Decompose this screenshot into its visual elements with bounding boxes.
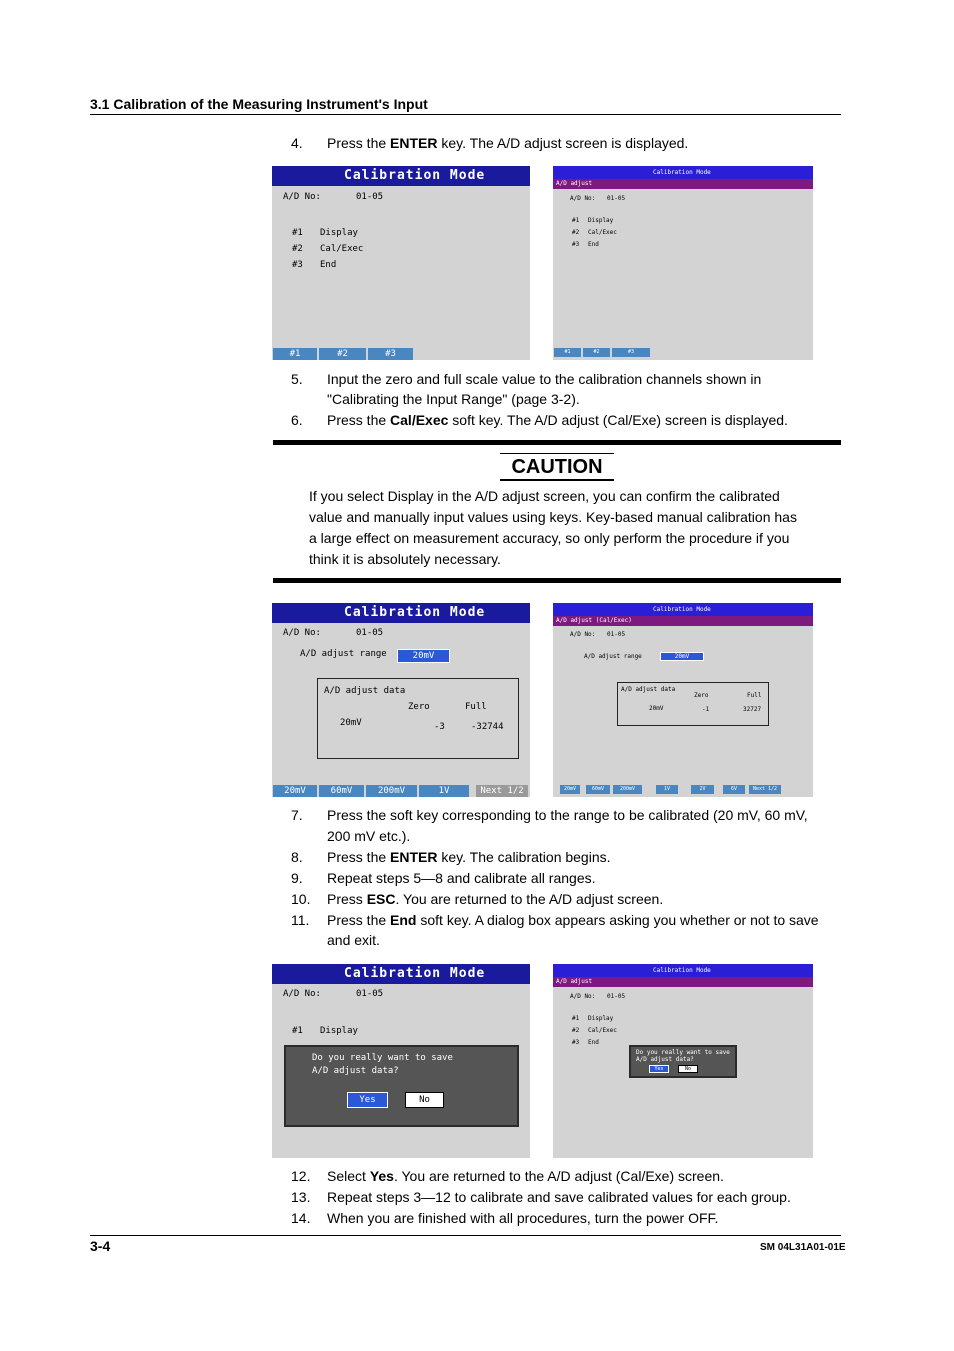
- menu-end: End: [588, 1039, 599, 1046]
- step-number: 11.: [291, 912, 310, 928]
- dialog-question-2: A/D adjust data?: [312, 1066, 399, 1076]
- ad-no-label: A/D No:: [283, 628, 321, 638]
- softkey-next: Next 1/2: [749, 785, 781, 794]
- screen-cal-exec-large: [272, 603, 530, 797]
- caution-line: think it is absolutely necessary.: [309, 551, 501, 567]
- caution-body: [309, 486, 797, 570]
- softkey-1: #1: [273, 348, 317, 360]
- caution-line: If you select Display in the A/D adjust screen, you can confirm the calibrated: [309, 488, 780, 504]
- data-title: A/D adjust data: [621, 686, 676, 693]
- header-rule: [90, 114, 841, 115]
- ad-no-value: 01-05: [607, 195, 626, 202]
- ad-no-label: A/D No:: [570, 631, 596, 638]
- caution-title: CAUTION: [500, 453, 614, 481]
- ad-no-label: A/D No:: [283, 989, 321, 999]
- ad-no-label: A/D No:: [570, 993, 596, 1000]
- menu-key: #3: [572, 241, 580, 248]
- menu-key: #1: [292, 228, 303, 238]
- full-label: Full: [465, 702, 487, 712]
- step-text: Press the End soft key. A dialog box appears asking you whether or not to save: [327, 912, 819, 928]
- zero-value: -1: [702, 706, 710, 713]
- menu-key: #2: [572, 229, 580, 236]
- step-text: Press the soft key corresponding to the range to be calibrated (20 mV, 60 mV,: [327, 807, 808, 823]
- step-text: Select Yes. You are returned to the A/D adjust (Cal/Exe) screen.: [327, 1168, 724, 1184]
- step-text: Input the zero and full scale value to the calibration channels shown in: [327, 371, 762, 387]
- caution-line: value and manually input values using keys. Key-based manual calibration has: [309, 509, 797, 525]
- zero-label: Zero: [694, 692, 709, 699]
- no-button[interactable]: No: [678, 1065, 698, 1073]
- step-text: and exit.: [327, 932, 380, 948]
- range-value: 20mV: [660, 652, 704, 661]
- screen-title: Calibration Mode: [553, 964, 813, 977]
- footer-rule: [90, 1235, 841, 1236]
- caution-line: a large effect on measurement accuracy, so only perform the procedure if you: [309, 530, 790, 546]
- screen-ad-adjust-small: [553, 166, 813, 360]
- step-number: 8.: [291, 849, 303, 865]
- menu-key: #3: [572, 1039, 580, 1046]
- softkey-60mv: 60mV: [586, 785, 610, 794]
- step-text: When you are finished with all procedures, turn the power OFF.: [327, 1210, 719, 1226]
- menu-end: End: [588, 241, 599, 248]
- softkey-20mv: 20mV: [560, 785, 580, 794]
- caution-top-bar: [273, 440, 841, 445]
- softkey-6v: 6V: [723, 785, 745, 794]
- step-number: 4.: [291, 135, 303, 151]
- screen-subtitle: A/D adjust: [553, 977, 813, 987]
- full-value: -32744: [471, 722, 504, 732]
- screen-title: Calibration Mode: [272, 964, 530, 984]
- step-number: 12.: [291, 1168, 311, 1184]
- step-text: Press the Cal/Exec soft key. The A/D adjust (Cal/Exe) screen is displayed.: [327, 412, 788, 428]
- dialog-question: Do you really want to save: [312, 1053, 453, 1063]
- screen-title: Calibration Mode: [553, 166, 813, 179]
- menu-key: #1: [292, 1026, 303, 1036]
- ad-no-value: 01-05: [356, 192, 384, 202]
- softkey-200mv: 200mV: [366, 785, 417, 797]
- screen-save-dialog-large: [272, 964, 530, 1158]
- menu-display: Display: [320, 1026, 358, 1036]
- menu-key: #2: [572, 1027, 580, 1034]
- menu-end: End: [320, 260, 337, 270]
- step-text: Press the ENTER key. The calibration begins.: [327, 849, 611, 865]
- zero-label: Zero: [408, 702, 430, 712]
- page-number: 3-4: [90, 1238, 111, 1254]
- step-number: 5.: [291, 371, 303, 387]
- screen-save-dialog-small: [553, 964, 813, 1158]
- softkey-1v: 1V: [419, 785, 469, 797]
- caution-bottom-bar: [273, 578, 841, 583]
- yes-button[interactable]: Yes: [347, 1092, 388, 1108]
- screen-cal-exec-small: [553, 603, 813, 797]
- full-value: 32727: [743, 706, 762, 713]
- step-text: Press ESC. You are returned to the A/D adjust screen.: [327, 891, 664, 907]
- ad-no-value: 01-05: [356, 628, 384, 638]
- menu-cal-exec: Cal/Exec: [588, 229, 617, 236]
- adjust-data-box: [617, 682, 769, 726]
- ad-no-value: 01-05: [607, 631, 626, 638]
- range-label: A/D adjust range: [300, 649, 387, 659]
- step-number: 9.: [291, 870, 303, 886]
- step-number: 6.: [291, 412, 303, 428]
- menu-key: #1: [572, 217, 580, 224]
- menu-display: Display: [588, 1015, 614, 1022]
- softkey-1v: 1V: [656, 785, 678, 794]
- softkey-3: #3: [612, 348, 650, 357]
- screen-title: Calibration Mode: [272, 603, 530, 623]
- softkey-2: #2: [319, 348, 366, 360]
- step-number: 10.: [291, 891, 311, 907]
- softkey-next: Next 1/2: [476, 785, 528, 797]
- dialog-question-2: A/D adjust data?: [636, 1056, 694, 1063]
- screen-subtitle: A/D adjust (Cal/Exec): [553, 616, 813, 626]
- softkey-20mv: 20mV: [273, 785, 317, 797]
- yes-button[interactable]: Yes: [649, 1065, 669, 1073]
- menu-cal-exec: Cal/Exec: [320, 244, 364, 254]
- data-row-label: 20mV: [340, 718, 362, 728]
- zero-value: -3: [434, 722, 445, 732]
- range-value: 20mV: [397, 649, 450, 663]
- menu-key: #2: [292, 244, 303, 254]
- menu-key: #1: [572, 1015, 580, 1022]
- menu-display: Display: [320, 228, 358, 238]
- ad-no-label: A/D No:: [570, 195, 596, 202]
- no-button[interactable]: No: [405, 1092, 444, 1108]
- adjust-data-box: [317, 678, 519, 759]
- softkey-60mv: 60mV: [319, 785, 364, 797]
- ad-no-label: A/D No:: [283, 192, 321, 202]
- menu-display: Display: [588, 217, 614, 224]
- section-header: 3.1 Calibration of the Measuring Instrument's Input: [90, 96, 428, 112]
- step-text: "Calibrating the Input Range" (page 3-2).: [327, 391, 580, 407]
- softkey-1: #1: [554, 348, 581, 357]
- step-text: 200 mV etc.).: [327, 828, 411, 844]
- screen-ad-adjust-large: [272, 166, 530, 360]
- step-number: 14.: [291, 1210, 311, 1226]
- save-dialog: [629, 1045, 737, 1078]
- screen-subtitle: A/D adjust: [553, 179, 813, 189]
- step-text: Repeat steps 5—8 and calibrate all ranges.: [327, 870, 596, 886]
- full-label: Full: [747, 692, 762, 699]
- data-row-label: 20mV: [649, 705, 664, 712]
- ad-no-value: 01-05: [356, 989, 384, 999]
- softkey-2v: 2V: [691, 785, 714, 794]
- step-number: 7.: [291, 807, 303, 823]
- softkey-3: #3: [368, 348, 413, 360]
- save-dialog: [284, 1045, 519, 1127]
- menu-cal-exec: Cal/Exec: [588, 1027, 617, 1034]
- dialog-question: Do you really want to save: [636, 1049, 730, 1056]
- range-label: A/D adjust range: [584, 653, 642, 660]
- ad-no-value: 01-05: [607, 993, 626, 1000]
- screen-title: Calibration Mode: [553, 603, 813, 616]
- menu-key: #3: [292, 260, 303, 270]
- step-number: 13.: [291, 1189, 311, 1205]
- softkey-2: #2: [583, 348, 610, 357]
- data-title: A/D adjust data: [324, 686, 406, 696]
- screen-title: Calibration Mode: [272, 166, 530, 186]
- softkey-200mv: 200mV: [613, 785, 642, 794]
- step-text: Repeat steps 3—12 to calibrate and save calibrated values for each group.: [327, 1189, 791, 1205]
- step-text: Press the ENTER key. The A/D adjust screen is displayed.: [327, 135, 689, 151]
- document-number: SM 04L31A01-01E: [760, 1242, 846, 1253]
